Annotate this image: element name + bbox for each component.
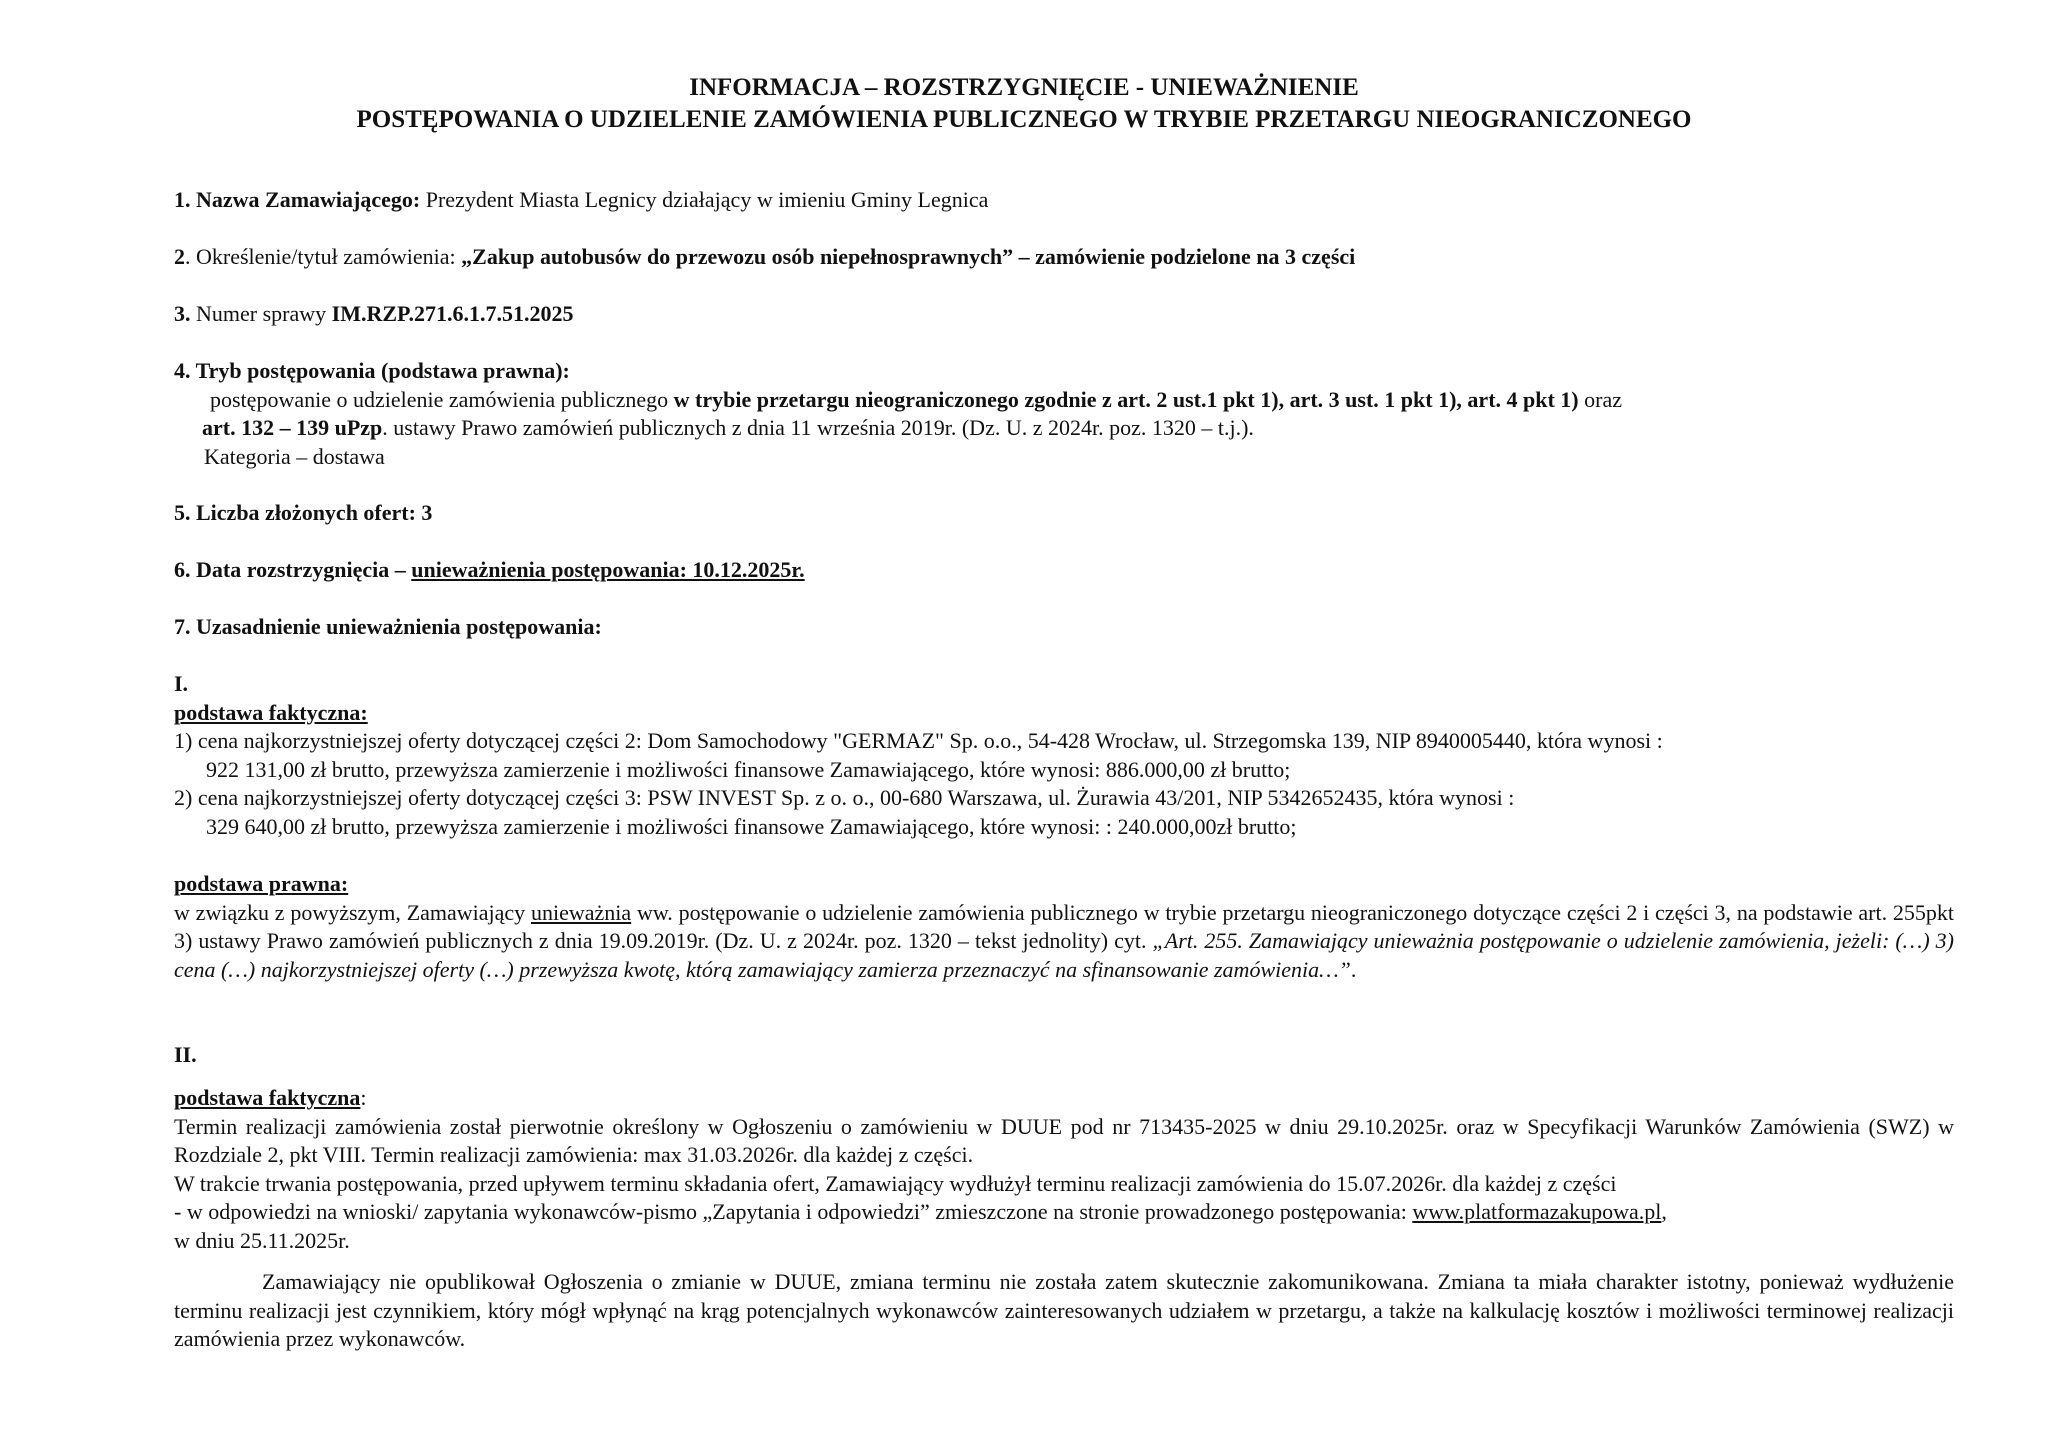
section-1-point-1-line-2: 922 131,00 zł brutto, przewyższa zamierzenie i możliwości finansowe Zamawiającego, które wynosi: 886.000,00 zł brutto; bbox=[206, 756, 1291, 782]
item-4-category: Kategoria – dostawa bbox=[204, 443, 385, 469]
legal-quote: „Art. 255. Zamawiający unieważnia postępowanie o udzielenie zamówienia, jeżeli: (…) 3) cena (…) najkorzystniejszej oferty (…) przewyższa kwotę, którą zamawiający zamierza przeznaczyć na sfinansowanie zamówienia…” bbox=[174, 928, 1954, 982]
section-2-fact-heading-line bbox=[174, 1084, 1954, 1113]
section-1-fact-heading: podstawa faktyczna: bbox=[174, 699, 368, 725]
item-6-value: unieważnienia postępowania: 10.12.2025r. bbox=[411, 557, 805, 582]
item-4-legal-basis: w trybie przetargu nieograniczonego zgodnie z art. 2 ust.1 pkt 1), art. 3 ust. 1 pkt 1), art. 4 pkt 1) bbox=[673, 386, 1579, 412]
section-1 bbox=[174, 670, 1954, 841]
item-3-label: Numer sprawy bbox=[190, 301, 332, 326]
item-2-order-title bbox=[174, 243, 1954, 272]
item-4-line-1 bbox=[174, 386, 1954, 415]
legal-text-middle: ww. postępowanie o udzielenie zamówienia publicznego w trybie przetargu nieograniczonego dotyczące części 2 i części 3, na podstawie art. 255pkt 3) ustawy Prawo zamówień publicznych z dnia 19.09.2019r. (Dz. U. z 2024r. poz. 1320 – tekst jednolity) cyt. bbox=[174, 899, 1955, 953]
item-4-procedure-mode bbox=[174, 357, 1954, 471]
section-2-paragraph-2: W trakcie trwania postępowania, przed upływem terminu składania ofert, Zamawiający wydłużył terminu realizacji zamówienia do 15.07.2026r. dla każdej z części bbox=[174, 1170, 1617, 1196]
item-2-value: „Zakup autobusów do przewozu osób niepełnosprawnych” – zamówienie podzielone na 3 części bbox=[461, 244, 1356, 269]
item-3-value: IM.RZP.271.6.1.7.51.2025 bbox=[331, 301, 574, 326]
section-2 bbox=[174, 1084, 1954, 1255]
item-4-line-1-end: oraz bbox=[1578, 386, 1622, 412]
section-1-point-2-line-2: 329 640,00 zł brutto, przewyższa zamierzenie i możliwości finansowe Zamawiającego, które wynosi: : 240.000,00zł brutto; bbox=[206, 813, 1297, 839]
item-4-line-2 bbox=[174, 414, 1954, 443]
section-1-point-2-line-1: 2) cena najkorzystniejszej oferty dotyczącej części 3: PSW INVEST Sp. z o. o., 00-680 Warszawa, ul. Żurawia 43/201, NIP 5342652435, która wynosi : bbox=[174, 785, 1515, 810]
item-3-case-number bbox=[174, 300, 1954, 329]
section-1-legal-heading: podstawa prawna: bbox=[174, 871, 349, 896]
item-4-line-2-text: . ustawy Prawo zamówień publicznych z dnia 11 września 2019r. (Dz. U. z 2024r. poz. 1320 – t.j.). bbox=[382, 415, 1254, 440]
section-1-roman: I. bbox=[174, 671, 189, 696]
legal-text-start: w związku z powyższym, Zamawiający bbox=[174, 899, 531, 925]
legal-annuls-word: unieważnia bbox=[530, 899, 632, 925]
item-6-decision-date bbox=[174, 556, 1954, 585]
item-1-label: 1. Nazwa Zamawiającego: bbox=[174, 187, 421, 212]
item-1-contracting-authority bbox=[174, 186, 1954, 215]
item-2-label: . Określenie/tytuł zamówienia: bbox=[185, 244, 462, 269]
section-2-closing-paragraph: Zamawiający nie opublikował Ogłoszenia o zmianie w DUUE, zmiana terminu nie została zatem skutecznie zakomunikowana. Zmiana ta miała charakter istotny, ponieważ wydłużenie terminu realizacji jest czynnikiem, który mógł wpłynąć na krąg potencjalnych wykonawców zainteresowanych udziałem w przetargu, a także na kalkulację kosztów i możliwości terminowej realizacji zamówienia przez wykonawców. bbox=[174, 1269, 1954, 1351]
section-1-point-1-line-1: 1) cena najkorzystniejszej oferty dotyczącej części 2: Dom Samochodowy "GERMAZ" Sp. o.o., 54-428 Wrocław, ul. Strzegomska 139, NIP 8940005440, która wynosi : bbox=[174, 728, 1663, 753]
item-4-heading: 4. Tryb postępowania (podstawa prawna): bbox=[174, 358, 570, 383]
section-2-paragraph-3-end: , bbox=[1661, 1199, 1667, 1224]
item-2-number: 2 bbox=[174, 244, 185, 269]
legal-text-end: . bbox=[1350, 956, 1357, 982]
section-2-closing bbox=[174, 1268, 1954, 1354]
document-title-line-2: POSTĘPOWANIA O UDZIELENIE ZAMÓWIENIA PUBLICZNEGO W TRYBIE PRZETARGU NIEOGRANICZONEGO bbox=[356, 106, 1692, 133]
item-5-offers-count: 5. Liczba złożonych ofert: 3 bbox=[174, 500, 433, 525]
item-4-line-1-text: postępowanie o udzielenie zamówienia publicznego bbox=[210, 386, 674, 412]
item-7-justification-heading: 7. Uzasadnienie unieważnienia postępowania: bbox=[174, 614, 602, 639]
section-2-paragraph-1: Termin realizacji zamówienia został pierwotnie określony w Ogłoszeniu o zamówieniu w DUUE pod nr 713435-2025 w dniu 29.10.2025r. oraz w Specyfikacji Warunków Zamówienia (SWZ) w Rozdziale 2, pkt VIII. Termin realizacji zamówienia: max 31.03.2026r. dla każdej z części. bbox=[174, 1113, 1954, 1167]
section-2-paragraph-3 bbox=[174, 1198, 1954, 1227]
item-6-label: 6. Data rozstrzygnięcia – bbox=[174, 557, 412, 582]
section-1-legal bbox=[174, 870, 1954, 984]
item-1-value: Prezydent Miasta Legnicy działający w imieniu Gminy Legnica bbox=[420, 187, 989, 212]
platform-link[interactable]: www.platformazakupowa.pl bbox=[1412, 1199, 1662, 1224]
document-title-line-1: INFORMACJA – ROZSTRZYGNIĘCIE - UNIEWAŻNIENIE bbox=[689, 74, 1359, 101]
item-3-number: 3. bbox=[174, 301, 191, 326]
section-2-fact-heading: podstawa faktyczna bbox=[174, 1085, 361, 1110]
section-2-fact-colon: : bbox=[360, 1085, 367, 1110]
section-2-paragraph-4: w dniu 25.11.2025r. bbox=[174, 1227, 350, 1253]
section-1-legal-paragraph bbox=[174, 899, 1954, 985]
section-2-roman: II. bbox=[174, 1042, 197, 1067]
section-2-paragraph-3-text: - w odpowiedzi na wnioski/ zapytania wykonawców-pismo „Zapytania i odpowiedzi” zmieszczone na stronie prowadzonego postępowania: bbox=[174, 1199, 1413, 1224]
item-4-articles: art. 132 – 139 uPzp bbox=[202, 415, 383, 440]
